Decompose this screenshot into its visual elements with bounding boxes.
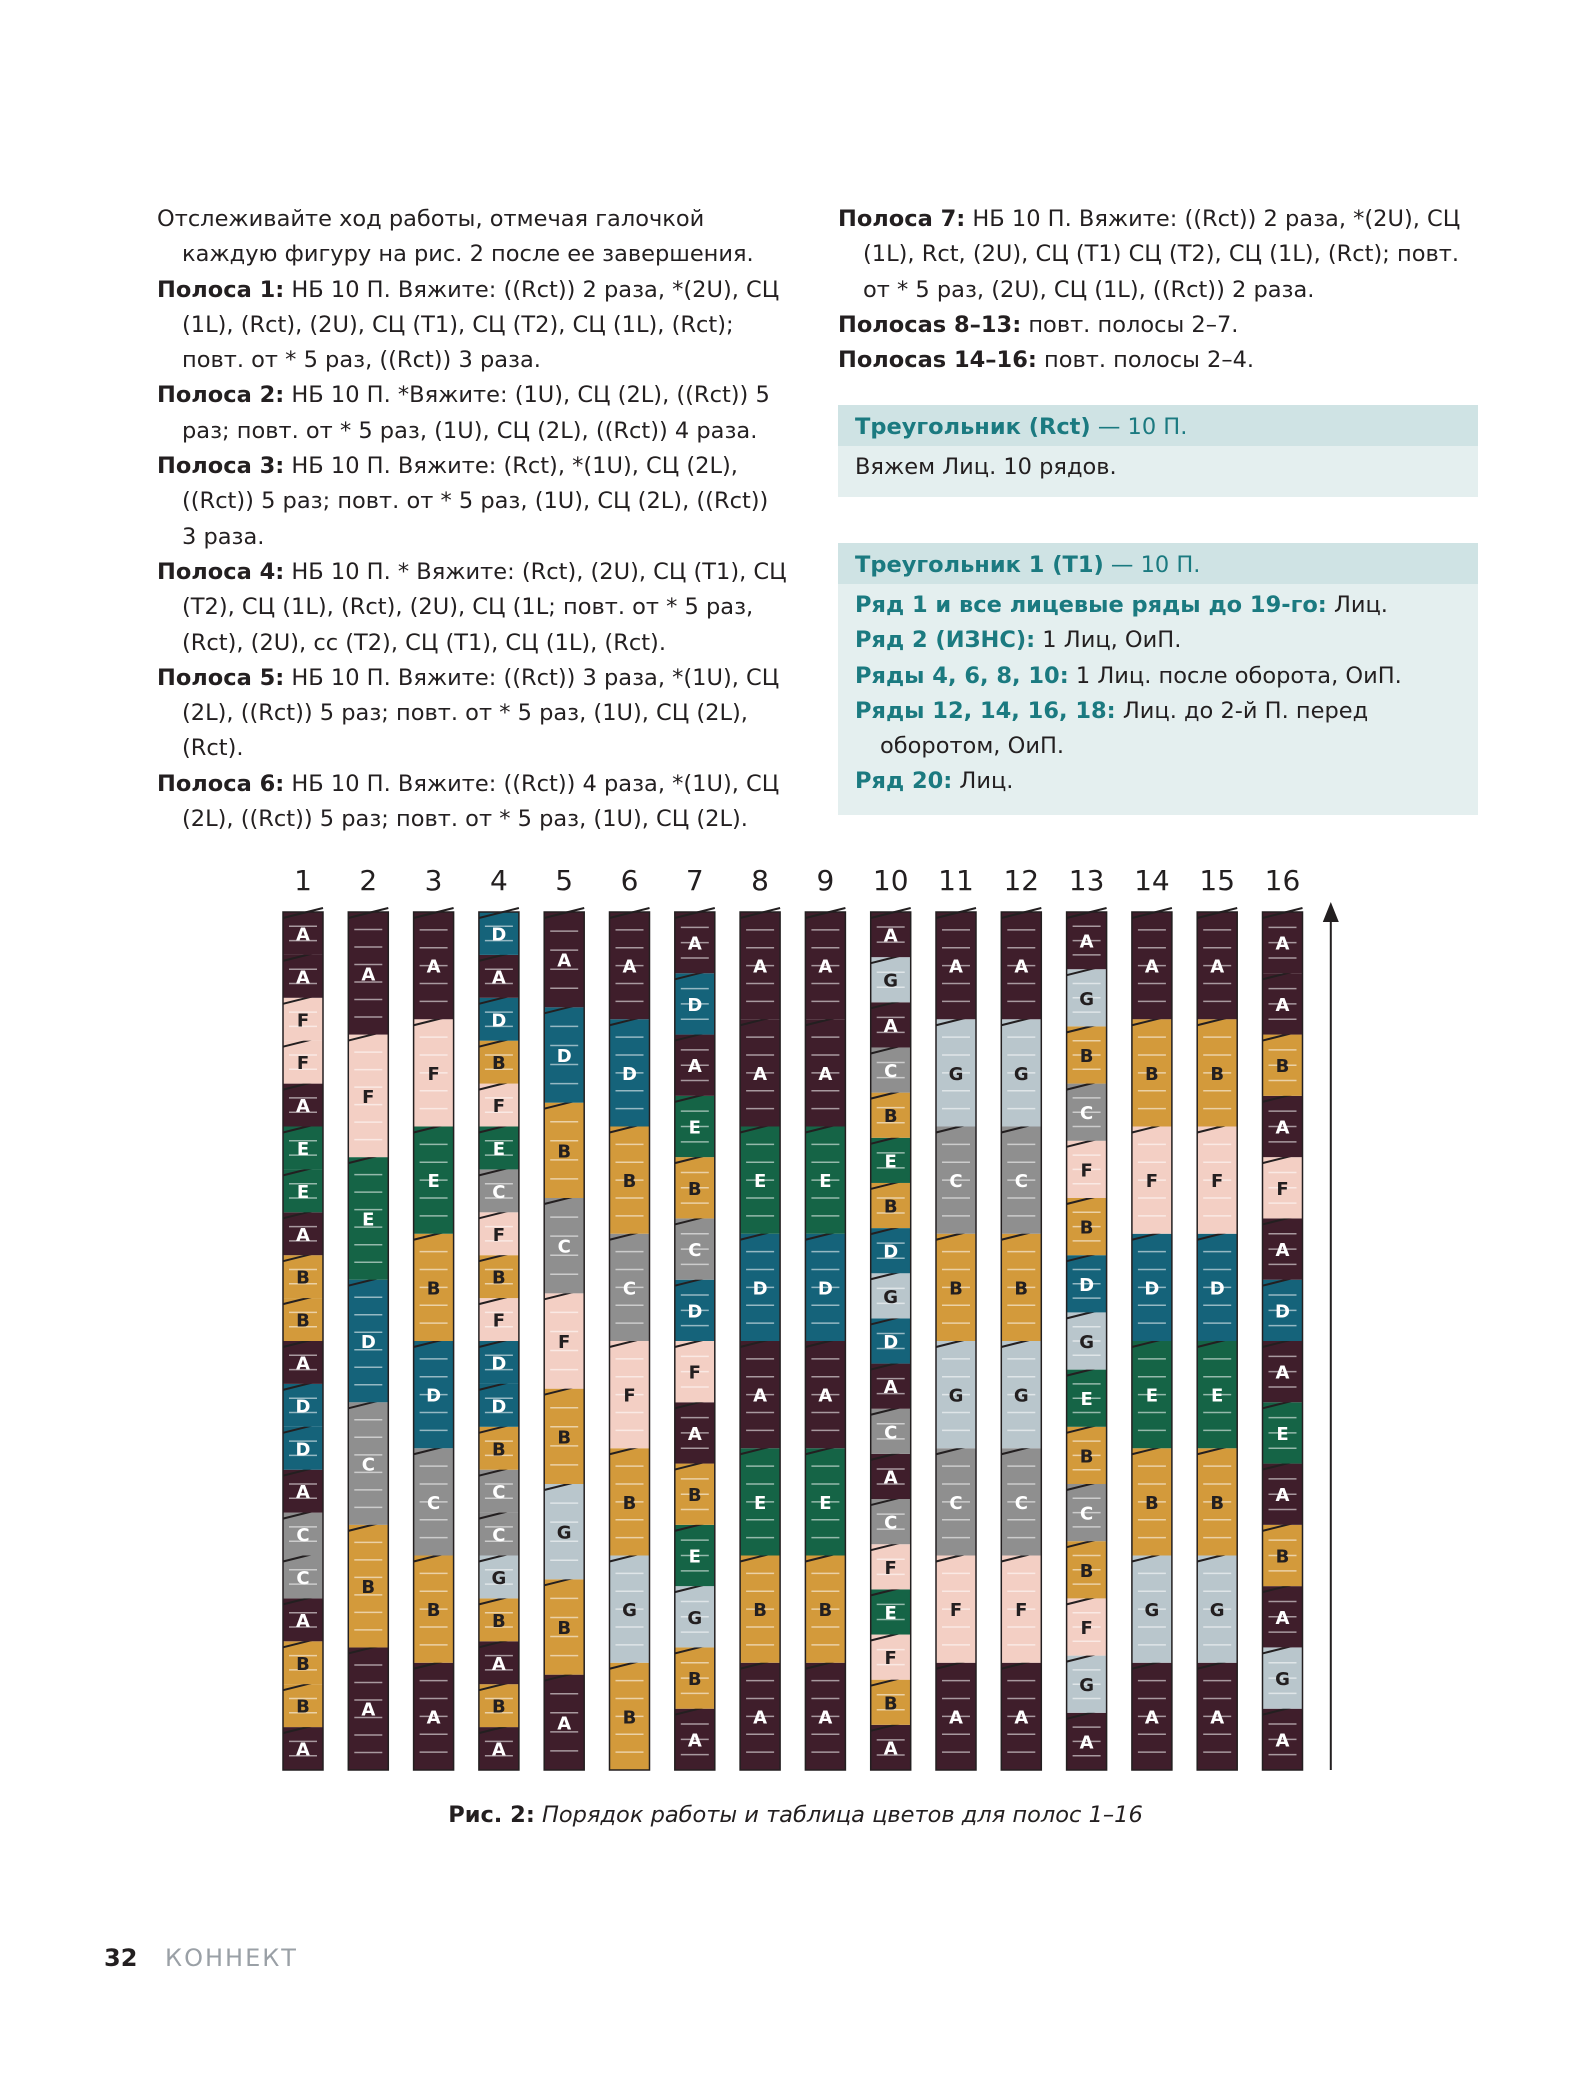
segment-color-letter: B bbox=[296, 1696, 310, 1718]
segment-color-letter: A bbox=[949, 1707, 963, 1729]
segment-color-letter: C bbox=[688, 1240, 702, 1262]
segment-color-letter: B bbox=[492, 1439, 506, 1461]
intro-paragraph: Отслеживайте ход работы, отмечая галочкой каждую фигуру на рис. 2 после ее завершения. bbox=[157, 206, 754, 268]
segment-color-letter: G bbox=[948, 1385, 964, 1407]
segment-color-letter: C bbox=[622, 1278, 637, 1300]
segment-color-letter: C bbox=[1014, 1492, 1028, 1514]
segment-color-letter: B bbox=[1014, 1278, 1029, 1300]
segment-color-letter: D bbox=[687, 1301, 703, 1323]
segment-color-letter: E bbox=[819, 1492, 832, 1514]
segment-color-letter: B bbox=[883, 1106, 898, 1128]
strip-2-instructions: Полоса 2: НБ 10 П. *Вяжите: (1U), СЦ (2L), ((Rct)) 5 раз; повт. от * 5 раз, (1U), СЦ (2L), ((Rct)) 4 раза. bbox=[157, 382, 770, 444]
segment-color-letter: F bbox=[492, 1310, 506, 1332]
strip-14 bbox=[1132, 864, 1172, 1770]
segment-color-letter: B bbox=[426, 1600, 441, 1622]
strip-1-instructions: Полоса 1: НБ 10 П. Вяжите: ((Rct)) 2 раза, *(2U), СЦ (1L), (Rct), (2U), СЦ (T1), СЦ (T2), СЦ (1L), (Rct); повт. от * 5 раз, ((Rct)) 3 раза. bbox=[157, 276, 780, 374]
segment-color-letter: F bbox=[688, 1362, 701, 1384]
segment-color-letter: D bbox=[295, 1396, 311, 1418]
segment-color-letter: G bbox=[948, 1063, 964, 1085]
segment-color-letter: F bbox=[884, 1557, 897, 1579]
segment-color-letter: A bbox=[426, 956, 441, 978]
segment-color-letter: B bbox=[296, 1653, 310, 1675]
strip-number-label: 4 bbox=[489, 864, 508, 897]
segment-color-letter: G bbox=[491, 1567, 507, 1589]
strip-7 bbox=[675, 864, 715, 1770]
segment-color-letter: F bbox=[558, 1332, 571, 1353]
segment-color-letter: E bbox=[1211, 1385, 1224, 1407]
t1-box-header: Треугольник 1 (T1) — 10 П. bbox=[838, 543, 1478, 584]
segment-color-letter: A bbox=[557, 1713, 572, 1735]
t1-row: Ряд 1 и все лицевые ряды до 19-го: Лиц. bbox=[855, 592, 1388, 618]
segment-color-letter: B bbox=[1210, 1492, 1225, 1514]
strips-8-13-instructions: Полосas 8–13: повт. полосы 2–7. bbox=[838, 311, 1239, 338]
segment-color-letter: A bbox=[296, 1353, 310, 1375]
segment-color-letter: C bbox=[884, 1422, 898, 1444]
segment-color-letter: E bbox=[1080, 1389, 1093, 1411]
segment-color-letter: G bbox=[883, 970, 899, 992]
segment-color-letter: F bbox=[1015, 1600, 1028, 1622]
segment-color-letter: A bbox=[1275, 1362, 1290, 1384]
segment-color-letter: D bbox=[752, 1278, 768, 1300]
segment-color-letter: D bbox=[1209, 1278, 1225, 1300]
segment-color-letter: A bbox=[361, 964, 376, 986]
segment-color-letter: G bbox=[1013, 1385, 1029, 1407]
strip-13 bbox=[1067, 864, 1107, 1770]
segment-color-letter: D bbox=[556, 1046, 572, 1067]
segment-color-letter: A bbox=[818, 956, 833, 978]
segment-color-letter: C bbox=[296, 1567, 310, 1589]
segment-color-letter: G bbox=[622, 1600, 637, 1622]
strip-5 bbox=[544, 864, 584, 1770]
segment-color-letter: A bbox=[818, 1063, 833, 1085]
segment-color-letter: A bbox=[491, 967, 506, 989]
segment-color-letter: B bbox=[557, 1618, 572, 1639]
segment-color-letter: D bbox=[1144, 1278, 1160, 1300]
segment-color-letter: A bbox=[426, 1707, 441, 1729]
segment-color-letter: D bbox=[622, 1063, 637, 1085]
segment-color-letter: A bbox=[687, 933, 702, 955]
strip-5-instructions: Полоса 5: НБ 10 П. Вяжите: ((Rct)) 3 раза, *(1U), СЦ (2L), ((Rct)) 5 раз; повт. от * 5 раз, (1U), СЦ (2L), (Rct). bbox=[157, 664, 780, 762]
segment-color-letter: A bbox=[1275, 1607, 1290, 1629]
segment-color-letter: D bbox=[687, 994, 703, 1016]
strip-12 bbox=[1001, 864, 1041, 1770]
segment-color-letter: E bbox=[688, 1546, 701, 1568]
segment-color-letter: F bbox=[1080, 1618, 1093, 1639]
segment-color-letter: F bbox=[492, 1096, 506, 1118]
strip-8 bbox=[740, 864, 780, 1770]
segment-color-letter: D bbox=[817, 1278, 833, 1300]
strip-2 bbox=[348, 864, 388, 1770]
segment-color-letter: G bbox=[1013, 1063, 1029, 1085]
t1-row: Ряды 12, 14, 16, 18: Лиц. до 2-й П. перед оборотом, ОиП. bbox=[855, 697, 1369, 760]
segment-color-letter: C bbox=[1014, 1171, 1028, 1193]
strip-3-instructions: Полоса 3: НБ 10 П. Вяжите: (Rct), *(1U), СЦ (2L), ((Rct)) 5 раз; повт. от * 5 раз, (1U), СЦ (2L), ((Rct)) 3 раза. bbox=[157, 453, 769, 550]
segment-color-letter: A bbox=[753, 1385, 768, 1407]
segment-color-letter: D bbox=[491, 1396, 507, 1418]
segment-color-letter: B bbox=[883, 1196, 898, 1218]
segment-color-letter: G bbox=[1144, 1600, 1160, 1622]
direction-arrow-icon bbox=[1323, 902, 1339, 922]
segment-color-letter: A bbox=[818, 1385, 833, 1407]
figure-caption: Рис. 2: Порядок работы и таблица цветов для полос 1–16 bbox=[448, 1802, 1143, 1828]
segment-color-letter: A bbox=[296, 1224, 310, 1246]
segment-color-letter: B bbox=[818, 1600, 833, 1622]
segment-color-letter: B bbox=[557, 1141, 572, 1163]
strip-number-label: 1 bbox=[294, 864, 312, 897]
segment-color-letter: D bbox=[295, 1439, 311, 1461]
segment-color-letter: B bbox=[622, 1492, 637, 1514]
segment-color-letter: D bbox=[1079, 1274, 1095, 1296]
segment-color-letter: C bbox=[884, 1061, 898, 1083]
strip-10 bbox=[871, 864, 911, 1770]
segment-color-letter: B bbox=[1210, 1063, 1225, 1085]
segment-color-letter: A bbox=[491, 1653, 506, 1675]
segment-color-letter: D bbox=[491, 924, 507, 946]
segment-color-letter: D bbox=[426, 1385, 442, 1407]
segment-color-letter: A bbox=[883, 1467, 898, 1489]
segment-color-letter: B bbox=[1079, 1560, 1094, 1582]
segment-color-letter: G bbox=[1079, 1332, 1094, 1353]
segment-color-letter: F bbox=[1276, 1178, 1289, 1200]
strip-number-label: 10 bbox=[872, 864, 909, 897]
strip-number-label: 8 bbox=[751, 864, 770, 897]
segment-color-letter: A bbox=[557, 950, 572, 972]
strip-number-label: 6 bbox=[620, 864, 639, 897]
segment-color-letter: D bbox=[1275, 1301, 1290, 1323]
strip-number-label: 2 bbox=[359, 864, 378, 897]
segment-color-letter: E bbox=[296, 1181, 310, 1203]
segment-color-letter: E bbox=[819, 1171, 832, 1193]
segment-color-letter: B bbox=[557, 1427, 572, 1449]
segment-color-letter: E bbox=[1276, 1423, 1289, 1445]
segment-color-letter: C bbox=[492, 1525, 506, 1547]
segment-color-letter: C bbox=[426, 1492, 441, 1514]
t1-row: Ряды 4, 6, 8, 10: 1 Лиц. после оборота, ОиП. bbox=[855, 662, 1402, 689]
segment-color-letter: B bbox=[426, 1278, 441, 1300]
segment-color-letter: D bbox=[883, 1332, 899, 1353]
segment-color-letter: C bbox=[949, 1492, 963, 1514]
strip-number-label: 3 bbox=[424, 864, 443, 897]
segment-color-letter: E bbox=[753, 1492, 767, 1514]
segment-color-letter: A bbox=[296, 924, 310, 946]
segment-color-letter: A bbox=[1210, 1707, 1225, 1729]
segment-color-letter: E bbox=[362, 1209, 375, 1231]
segment-color-letter: E bbox=[753, 1171, 767, 1193]
segment-color-letter: B bbox=[492, 1053, 506, 1075]
segment-color-letter: C bbox=[949, 1171, 963, 1193]
segment-color-letter: B bbox=[296, 1267, 310, 1289]
book-title: КОННЕКТ bbox=[165, 1944, 298, 1972]
segment-color-letter: F bbox=[1080, 1160, 1093, 1182]
t1-row: Ряд 2 (ИЗНС): 1 Лиц, ОиП. bbox=[855, 627, 1182, 654]
segment-color-letter: B bbox=[492, 1267, 506, 1289]
segment-color-letter: B bbox=[949, 1278, 963, 1300]
segment-color-letter: B bbox=[687, 1485, 702, 1507]
segment-color-letter: E bbox=[1145, 1385, 1159, 1407]
segment-color-letter: A bbox=[296, 967, 310, 989]
strip-4-instructions: Полоса 4: НБ 10 П. * Вяжите: (Rct), (2U), СЦ (T1), СЦ (T2), СЦ (1L), (Rct), (2U), СЦ (1L; повт. от * 5 раз, (Rct), (2U), сс (T2), СЦ (T1), СЦ (1L), (Rct). bbox=[157, 558, 787, 656]
rct-box-body: Вяжем Лиц. 10 рядов. bbox=[855, 454, 1117, 480]
strip-4 bbox=[479, 864, 519, 1770]
segment-color-letter: A bbox=[883, 1015, 898, 1037]
strip-3 bbox=[414, 864, 454, 1770]
segment-color-letter: B bbox=[1079, 1046, 1094, 1067]
segment-color-letter: A bbox=[1079, 1732, 1094, 1754]
segment-color-letter: A bbox=[1079, 931, 1094, 953]
strip-number-label: 9 bbox=[816, 864, 835, 897]
segment-color-letter: B bbox=[622, 1707, 637, 1729]
segment-color-letter: B bbox=[1275, 1056, 1290, 1078]
strip-9 bbox=[805, 864, 845, 1770]
segment-color-letter: A bbox=[296, 1610, 310, 1632]
segment-color-letter: A bbox=[296, 1739, 310, 1761]
segment-color-letter: A bbox=[883, 925, 898, 947]
segment-color-letter: F bbox=[1211, 1171, 1224, 1193]
segment-color-letter: B bbox=[492, 1696, 506, 1718]
strip-6 bbox=[610, 864, 650, 1770]
segment-color-letter: F bbox=[296, 1010, 310, 1032]
strip-number-label: 15 bbox=[1199, 864, 1236, 897]
strip-1 bbox=[283, 864, 323, 1770]
segment-color-letter: A bbox=[1014, 956, 1029, 978]
page-footer bbox=[104, 1944, 298, 1972]
segment-color-letter: C bbox=[492, 1482, 506, 1504]
segment-color-letter: E bbox=[884, 1602, 897, 1624]
segment-color-letter: B bbox=[296, 1310, 310, 1332]
strip-number-label: 7 bbox=[685, 864, 704, 897]
segment-color-letter: C bbox=[884, 1512, 898, 1534]
segment-color-letter: F bbox=[623, 1385, 636, 1407]
strip-number-label: 11 bbox=[938, 864, 974, 897]
segment-color-letter: B bbox=[687, 1669, 702, 1691]
segment-color-letter: B bbox=[361, 1577, 376, 1599]
strips-14-16-instructions: Полосas 14–16: повт. полосы 2–4. bbox=[838, 347, 1255, 374]
segment-color-letter: E bbox=[688, 1117, 701, 1139]
segment-color-letter: C bbox=[1079, 1503, 1094, 1525]
strip-number-label: 5 bbox=[555, 864, 574, 897]
segment-color-letter: C bbox=[296, 1525, 310, 1547]
segment-color-letter: F bbox=[949, 1600, 963, 1622]
segment-color-letter: B bbox=[492, 1610, 506, 1632]
segment-color-letter: A bbox=[1275, 1240, 1290, 1262]
segment-color-letter: A bbox=[687, 1423, 702, 1445]
segment-color-letter: G bbox=[1209, 1600, 1225, 1622]
segment-color-letter: B bbox=[1079, 1446, 1094, 1468]
segment-color-letter: A bbox=[1275, 1485, 1290, 1507]
segment-color-letter: E bbox=[884, 1151, 897, 1173]
segment-color-letter: G bbox=[1275, 1669, 1290, 1691]
segment-color-letter: A bbox=[1275, 933, 1290, 955]
segment-color-letter: A bbox=[296, 1482, 310, 1504]
segment-color-letter: A bbox=[361, 1699, 376, 1721]
segment-color-letter: A bbox=[1014, 1707, 1029, 1729]
segment-color-letter: C bbox=[361, 1454, 375, 1476]
segment-color-letter: A bbox=[622, 956, 637, 978]
segment-color-letter: E bbox=[492, 1138, 506, 1160]
segment-color-letter: C bbox=[492, 1181, 506, 1203]
segment-color-letter: B bbox=[753, 1600, 767, 1622]
segment-color-letter: F bbox=[1145, 1171, 1159, 1193]
segment-color-letter: A bbox=[1275, 1117, 1290, 1139]
strip-16 bbox=[1263, 864, 1303, 1770]
segment-color-letter: A bbox=[883, 1738, 898, 1760]
strip-11 bbox=[936, 864, 976, 1770]
segment-color-letter: A bbox=[1144, 956, 1159, 978]
segment-color-letter: D bbox=[360, 1332, 376, 1353]
segment-color-letter: A bbox=[687, 1730, 702, 1752]
strip-number-label: 12 bbox=[1003, 864, 1040, 897]
segment-color-letter: G bbox=[687, 1607, 703, 1629]
segment-color-letter: F bbox=[492, 1224, 506, 1246]
t1-row: Ряд 20: Лиц. bbox=[855, 768, 1014, 795]
rct-box-header: Треугольник (Rct) — 10 П. bbox=[838, 405, 1478, 446]
segment-color-letter: B bbox=[622, 1171, 637, 1193]
segment-color-letter: A bbox=[491, 1739, 506, 1761]
segment-color-letter: E bbox=[427, 1171, 440, 1193]
segment-color-letter: B bbox=[1145, 1492, 1159, 1514]
strip-number-label: 13 bbox=[1068, 864, 1105, 897]
segment-color-letter: A bbox=[296, 1096, 310, 1118]
segment-color-letter: A bbox=[1144, 1707, 1159, 1729]
segment-color-letter: A bbox=[753, 956, 768, 978]
segment-color-letter: A bbox=[1275, 994, 1290, 1016]
segment-color-letter: F bbox=[884, 1648, 897, 1670]
strip-6-instructions: Полоса 6: НБ 10 П. Вяжите: ((Rct)) 4 раза, *(1U), СЦ (2L), ((Rct)) 5 раз; повт. от * 5 раз, (1U), СЦ (2L). bbox=[157, 770, 780, 833]
segment-color-letter: C bbox=[557, 1236, 571, 1258]
segment-color-letter: D bbox=[491, 1010, 507, 1032]
segment-color-letter: F bbox=[296, 1053, 310, 1075]
segment-color-letter: F bbox=[427, 1063, 440, 1085]
segment-color-letter: A bbox=[687, 1056, 702, 1078]
segment-color-letter: B bbox=[1079, 1217, 1094, 1239]
strip-number-label: 14 bbox=[1134, 864, 1170, 897]
segment-color-letter: A bbox=[1275, 1730, 1290, 1752]
segment-color-letter: B bbox=[1145, 1063, 1159, 1085]
strip-number-label: 16 bbox=[1264, 864, 1301, 897]
segment-color-letter: E bbox=[296, 1138, 310, 1160]
segment-color-letter: B bbox=[1275, 1546, 1290, 1568]
segment-color-letter: D bbox=[491, 1353, 507, 1375]
segment-color-letter: G bbox=[883, 1286, 899, 1308]
segment-color-letter: A bbox=[818, 1707, 833, 1729]
segment-color-letter: A bbox=[753, 1063, 768, 1085]
segment-color-letter: A bbox=[1210, 956, 1225, 978]
segment-color-letter: B bbox=[687, 1178, 702, 1200]
segment-color-letter: A bbox=[883, 1377, 898, 1399]
page-number: 32 bbox=[104, 1944, 138, 1972]
segment-color-letter: G bbox=[1079, 988, 1094, 1010]
segment-color-letter: G bbox=[1079, 1675, 1094, 1697]
segment-color-letter: A bbox=[949, 956, 963, 978]
segment-color-letter: F bbox=[362, 1086, 375, 1108]
segment-color-letter: A bbox=[753, 1707, 768, 1729]
segment-color-letter: D bbox=[883, 1241, 899, 1263]
segment-color-letter: G bbox=[556, 1522, 572, 1544]
strip-15 bbox=[1197, 864, 1237, 1770]
strip-7-instructions: Полоса 7: НБ 10 П. Вяжите: ((Rct)) 2 раза, *(2U), СЦ (1L), Rct, (2U), СЦ (T1) СЦ (T2), СЦ (1L), (Rct); повт. от * 5 раз, (2U), СЦ (1L), ((Rct)) 2 раза. bbox=[838, 206, 1461, 303]
segment-color-letter: B bbox=[883, 1693, 898, 1715]
segment-color-letter: C bbox=[1079, 1103, 1094, 1125]
